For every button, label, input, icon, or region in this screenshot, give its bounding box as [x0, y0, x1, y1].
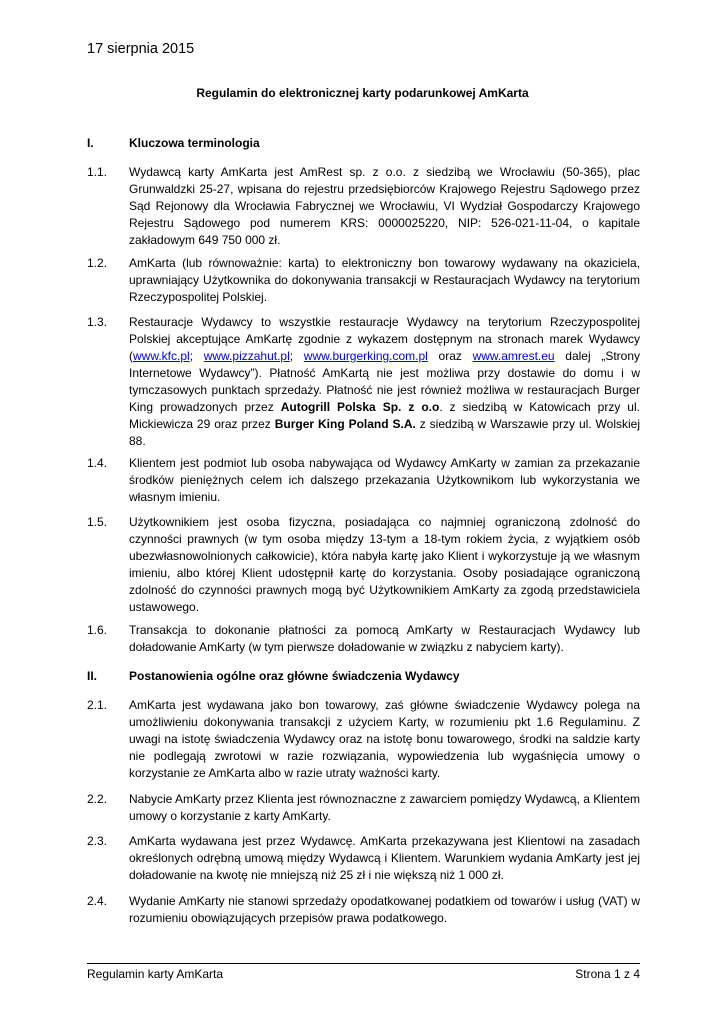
section-1-number: I. [87, 136, 94, 150]
paragraph-text: Klientem jest podmiot lub osoba nabywająca od Wydawcy AmKarty w zamian za przekazanie środków pieniężnych celem ich dalszego przekazania Użytkownikom lub wykorzystania we własnym imieniu. [129, 456, 640, 504]
paragraph-2-2 [87, 791, 640, 825]
link-kfc[interactable]: www.kfc.pl [133, 349, 190, 363]
paragraph-text: Nabycie AmKarty przez Klienta jest równoznaczne z zawarciem pomiędzy Wydawcą, a Klientem umowy o korzystanie z karty AmKarty. [129, 792, 640, 823]
paragraph-1-5 [87, 514, 640, 616]
section-1-title: Kluczowa terminologia [129, 136, 260, 150]
text-segment: dalej „Strony Internetowe Wydawcy”). Płatność AmKartą nie jest możliwa przy dostawie do domu i w tymczasowych punktach sprzedaży. Płatność nie jest również możliwa w restauracjach Burger King prowadzonych przez [129, 349, 641, 414]
paragraph-1-6 [87, 622, 640, 656]
paragraph-text: Wydanie AmKarty nie stanowi sprzedaży opodatkowanej podatkiem od towarów i usług (VAT) w rozumieniu obowiązujących przepisów prawa podatkowego. [129, 894, 640, 925]
section-2-number: II. [87, 669, 98, 683]
paragraph-text: AmKarta jest wydawana jako bon towarowy, zaś główne świadczenie Wydawcy polega na umożliwieniu dokonywania transakcji z użyciem Karty, w rozumieniu pkt 1.6 Regulaminu. Z uwagi na istotę świadczenia Wydawcy oraz na istotę bonu towarowego, środki na saldzie karty nie podlegają zwrotowi w razie rozwiązania, wypowiedzenia lub wygaśnięcia umowy o korzystanie ze AmKarta albo w razie utraty ważności karty. [129, 698, 640, 780]
paragraph-number: 2.4. [87, 894, 108, 908]
paragraph-2-4 [87, 893, 640, 927]
paragraph-text: Użytkownikiem jest osoba fizyczna, posiadająca co najmniej ograniczoną zdolność do czynności prawnych (w tym osoba między 13-tym a 18-tym rokiem życia, z wyjątkiem osób ubezwłasnowolnionych całkowicie), która nabyła kartę jako Klient i wykorzystuje ją we własnym imieniu, albo której Klient udostępnił kartę do korzystania. Osoby posiadające ograniczoną zdolność do czynności prawnych mogą być Użytkownikiem AmKarty za zgodą przedstawiciela ustawowego. [129, 515, 640, 614]
paragraph-1-1 [87, 164, 640, 249]
paragraph-text: Wydawcą karty AmKarta jest AmRest sp. z o.o. z siedzibą we Wrocławiu (50-365), plac Grunwaldzki 25-27, wpisana do rejestru przedsiębiorców Krajowego Rejestru Sądowego przez Sąd Rejonowy dla Wrocławia Fabrycznej we Wrocławiu, VI Wydział Gospodarczy Krajowego Rejestru Sądowego pod numerem KRS: 0000025220, NIP: 526-021-11-04, o kapitale zakładowym 649 750 000 zł. [129, 165, 640, 247]
paragraph-number: 2.1. [87, 698, 108, 712]
paragraph-number: 1.6. [87, 623, 108, 637]
footer-page-number: Strona 1 z 4 [575, 967, 640, 981]
document-date: 17 sierpnia 2015 [87, 41, 195, 57]
text-segment: Restauracje Wydawcy to wszystkie restauracje Wydawcy na terytorium Rzeczypospolitej Polskiej akceptujące AmKartę zgodnie z wykazem dostępnym na stronach marek Wydawcy ( [129, 315, 640, 363]
text-segment: z siedzibą w Warszawie przy ul. Wolskiej 88. [129, 417, 641, 448]
footer-divider [87, 963, 640, 964]
paragraph-text: AmKarta (lub równoważnie: karta) to elektroniczny bon towarowy wydawany na okaziciela, uprawniający Użytkownika do dokonywania transakcji w Restauracjach Wydawcy na terytorium Rzeczypospolitej Polskiej. [129, 256, 640, 304]
paragraph-2-3 [87, 833, 640, 884]
paragraph-number: 2.3. [87, 834, 108, 848]
footer-document-name: Regulamin karty AmKarta [87, 967, 224, 981]
text-segment: ; [189, 349, 204, 363]
section-2-title: Postanowienia ogólne oraz główne świadczenia Wydawcy [129, 669, 460, 683]
paragraph-number: 1.3. [87, 315, 108, 329]
link-pizzahut[interactable]: www.pizzahut.pl [203, 349, 290, 363]
paragraph-number: 1.1. [87, 165, 108, 179]
paragraph-text: Transakcja to dokonanie płatności za pomocą AmKarty w Restauracjach Wydawcy lub doładowanie AmKarty (w tym pierwsze doładowanie w związku z nabyciem karty). [129, 623, 640, 654]
company-name-burger-king-poland: Burger King Poland S.A. [274, 417, 416, 431]
text-segment: ; [289, 349, 304, 363]
link-amrest[interactable]: www.amrest.eu [472, 349, 555, 363]
paragraph-2-1 [87, 697, 640, 782]
link-burgerking[interactable]: www.burgerking.com.pl [303, 349, 428, 363]
paragraph-number: 2.2. [87, 792, 108, 806]
paragraph-text [129, 314, 640, 450]
paragraph-1-3 [87, 314, 640, 450]
paragraph-number: 1.4. [87, 456, 108, 470]
paragraph-text: AmKarta wydawana jest przez Wydawcę. AmKarta przekazywana jest Klientowi na zasadach określonych odrębną umową między Wydawcą i Klientem. Warunkiem wydania AmKarty jest jej doładowanie na kwotę nie mniejszą niż 25 zł i nie większą niż 1 000 zł. [129, 834, 640, 882]
paragraph-1-2 [87, 255, 640, 306]
section-1-heading [87, 135, 640, 152]
text-segment: oraz [427, 349, 473, 363]
section-2-heading [87, 668, 640, 685]
company-name-autogrill: Autogrill Polska Sp. z o.o [280, 400, 440, 414]
paragraph-number: 1.5. [87, 515, 108, 529]
paragraph-1-4 [87, 455, 640, 506]
text-segment: . z siedzibą w Katowicach przy ul. Mickiewicza 29 oraz przez [129, 400, 640, 431]
document-title: Regulamin do elektronicznej karty podarunkowej AmKarta [196, 86, 529, 100]
paragraph-number: 1.2. [87, 256, 108, 270]
